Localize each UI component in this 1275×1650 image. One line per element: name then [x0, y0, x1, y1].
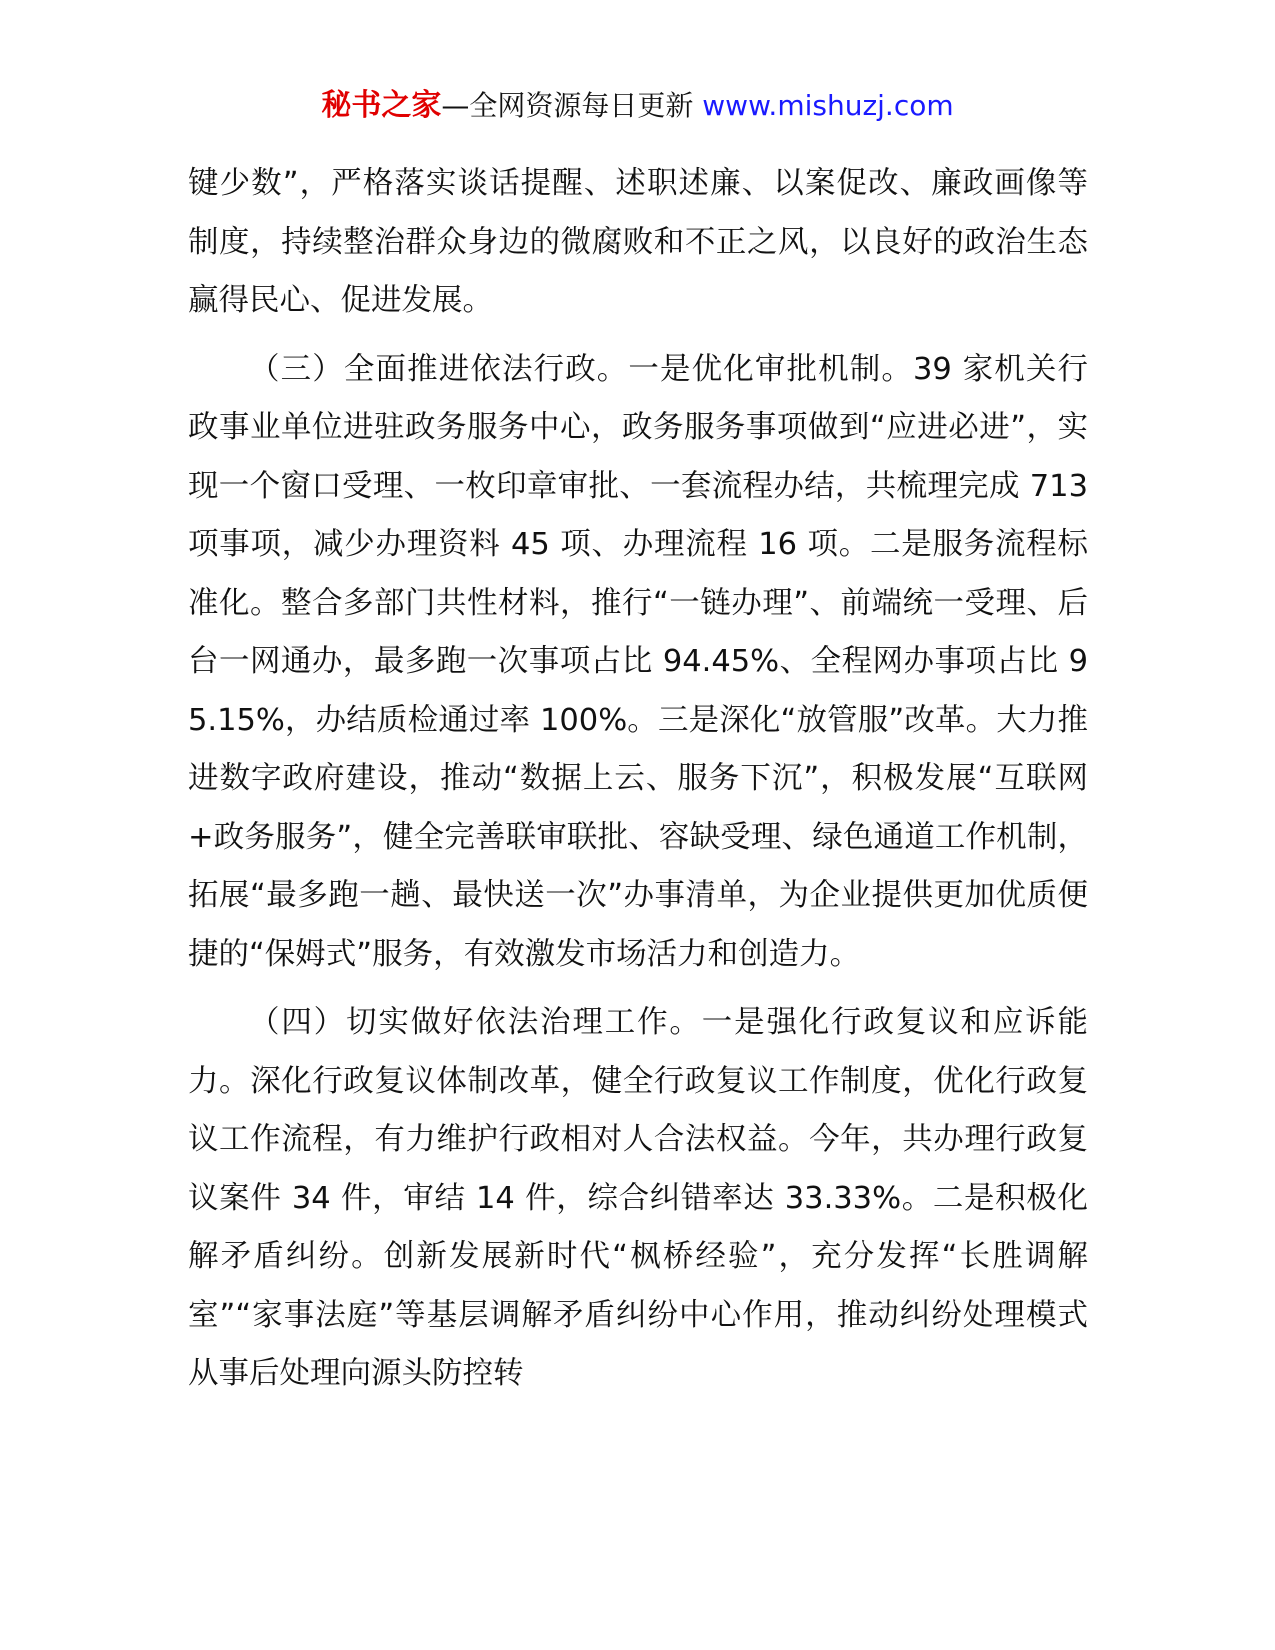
- paragraph-continuation: 键少数”，严格落实谈话提醒、述职述廉、以案促改、廉政画像等制度，持续整治群众身边的微腐败和不正之风，以良好的政治生态赢得民心、促进发展。: [188, 166, 1088, 318]
- page-header: [0, 86, 1275, 126]
- paragraph-section-3: （三）全面推进依法行政。一是优化审批机制。39 家机关行政事业单位进驻政务服务中心，政务服务事项做到“应进必进”，实现一个窗口受理、一枚印章审批、一套流程办结，共梳理完成 713 项事项，减少办理资料 45 项、办理流程 16 项。二是服务流程标准化。整合多部门共性材料，推行“一链办理”、前端统一受理、后台一网通办，最多跑一次事项占比 94.45%、全程网办事项占比 95.15%，办结质检通过率 100%。三是深化“放管服”改革。大力推进数字政府建设，推动“数据上云、服务下沉”，积极发展“互联网+政务服务”，健全完善联审联批、容缺受理、绿色通道工作机制，拓展“最多跑一趟、最快送一次”办事清单，为企业提供更加优质便捷的“保姆式”服务，有效激发市场活力和创造力。: [188, 351, 1088, 972]
- website-link[interactable]: www.mishuzj.com: [702, 89, 954, 122]
- header-tagline: —全网资源每日更新: [441, 89, 703, 122]
- document-body: [188, 155, 1088, 1404]
- paragraph-section-4: （四）切实做好依法治理工作。一是强化行政复议和应诉能力。深化行政复议体制改革，健全行政复议工作制度，优化行政复议工作流程，有力维护行政相对人合法权益。今年，共办理行政复议案件 34 件，审结 14 件，综合纠错率达 33.33%。二是积极化解矛盾纠纷。创新发展新时代“枫桥经验”，充分发挥“长胜调解室”“家事法庭”等基层调解矛盾纠纷中心作用，推动纠纷处理模式从事后处理向源头防控转: [188, 1005, 1088, 1391]
- brand-name: 秘书之家: [321, 88, 442, 123]
